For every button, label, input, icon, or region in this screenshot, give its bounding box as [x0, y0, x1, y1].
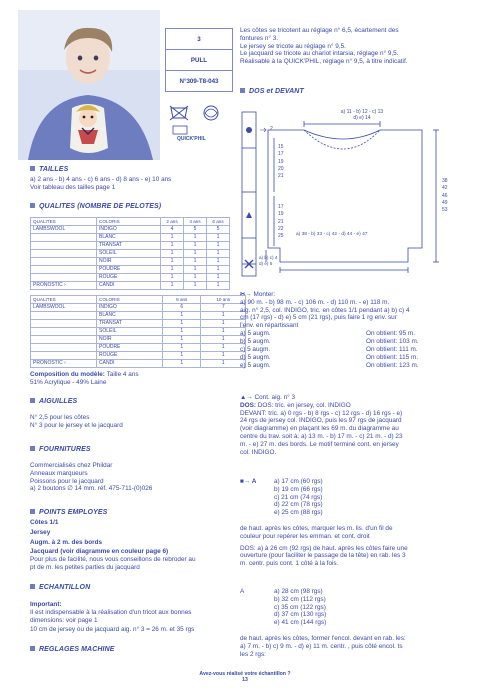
- table-cell: 1: [207, 250, 230, 258]
- stitch-total: On obtient: 115 m.: [366, 354, 419, 362]
- points-jacquard-text: Pour plus de facilité, nous vous conseillons de rebroder au: [30, 556, 196, 564]
- square-bullet-icon: [30, 446, 35, 451]
- table-cell: CANDI: [97, 360, 163, 368]
- montage-line: cm (17 rgs) - d) e) 5 cm (21 rgs), puis faire 1 rg env. sur: [240, 314, 397, 322]
- schematic-diagram: [240, 100, 476, 286]
- dos-devant-heading: DOS et DEVANT: [240, 88, 304, 97]
- echantillon-important: Important:: [30, 601, 62, 608]
- table-header-row: [31, 296, 246, 304]
- intro-line: Le jersey se tricote au réglage n° 9,5.: [240, 42, 346, 50]
- points-cotes: Côtes 1/1: [30, 519, 59, 526]
- table-cell: PRONOSTIC ›: [31, 360, 97, 368]
- scissors-icon: ✂→: [240, 291, 254, 298]
- section-a-dos: DOS: a) à 26 cm (92 rgs) de haut. après les côtes faire une: [240, 544, 408, 552]
- montage-line: a) 90 m. - b) 98 m. - c) 106 m. - d) 110 m. - e) 118 m.: [240, 298, 390, 306]
- points-jacquard-text: pt de m. les petites parties du jacquard: [30, 564, 140, 572]
- table-cell: 1: [161, 250, 184, 258]
- table-cell: 1: [201, 328, 246, 336]
- cont-devant: 24 rgs de jersey col. INDIGO, puis les 97 rgs de jacquard: [240, 417, 402, 425]
- table-cell: 1: [163, 352, 201, 360]
- table-header-cell: QUALITES: [31, 218, 97, 226]
- table-cell: 1: [207, 234, 230, 242]
- increase-count: c) 5 augm.: [240, 346, 271, 354]
- aiguilles-line: N° 3 pour le jersey et le jacquard: [30, 421, 123, 429]
- table-cell: 1: [201, 344, 246, 352]
- table-header-cell: COLORIS: [97, 296, 163, 304]
- echantillon-body: [30, 601, 194, 634]
- fournitures-line: Commercialisés chez Phildar: [30, 462, 113, 469]
- diagram-mark: 2: [270, 126, 273, 132]
- square-bullet-icon: [30, 203, 35, 208]
- child-photo: [18, 10, 160, 160]
- table-cell: NOIR: [97, 258, 161, 266]
- intro-line: Le jacquard se tricote au chariot intarsia, réglage n° 9,5.: [240, 50, 399, 58]
- section-a2-row: a) 28 cm (98 rgs): [274, 588, 323, 595]
- section-a-rows: [274, 478, 323, 517]
- table-cell: [31, 336, 97, 344]
- table-row: [31, 242, 230, 250]
- diagram-value: 21: [278, 173, 284, 180]
- diagram-value: 53: [442, 207, 448, 214]
- table-row: [31, 274, 230, 282]
- table-cell: BLANC: [97, 234, 161, 242]
- table-row: [31, 266, 230, 274]
- table-cell: SOLEIL: [97, 250, 161, 258]
- table-row: [31, 328, 246, 336]
- qualites-heading: QUALITES (NOMBRE DE PELOTES): [30, 203, 161, 212]
- square-bullet-icon: [30, 509, 35, 514]
- increase-count: d) 5 augm.: [240, 354, 271, 362]
- reglages-heading: REGLAGES MACHINE: [30, 646, 115, 655]
- diagram-right-values: [442, 178, 448, 214]
- pattern-type: PULL: [166, 50, 232, 71]
- square-bullet-icon: [240, 88, 245, 93]
- stitch-total: On obtient: 123 m.: [366, 362, 419, 370]
- table-cell: 1: [163, 328, 201, 336]
- increase-row: [240, 362, 472, 370]
- table-cell: SOLEIL: [97, 328, 163, 336]
- points-jacquard: Jacquard (voir diagramme en couleur page 6): [30, 548, 169, 556]
- table-cell: POUDRE: [97, 266, 161, 274]
- table-cell: BLANC: [97, 312, 163, 320]
- table-cell: 1: [161, 258, 184, 266]
- echantillon-text: dimensions: voir page 1: [30, 616, 98, 624]
- fournitures-line: Anneaux marqueurs: [30, 469, 88, 477]
- diagram-top-label: a) 11 - b) 12 - c) 13 d) e) 14: [340, 109, 384, 122]
- section-a2-row: b) 32 cm (112 rgs): [274, 595, 326, 603]
- section-a-row: c) 21 cm (74 rgs): [274, 493, 323, 501]
- increase-row: [240, 330, 472, 338]
- fournitures-line: a) 2 boutons ∅ 14 mm. réf. 475-711-(0)026: [30, 485, 153, 493]
- echantillon-gauge: 10 cm de jersey ou de jacquard aig. n° 3 = 26 m. et 35 rgs: [30, 626, 195, 634]
- pattern-reference: N°309-T8-043: [179, 78, 219, 85]
- table-cell: 1: [201, 360, 246, 368]
- section-a2-text: de haut. après les côtes, former l'encol. devant en rab. les:: [240, 635, 406, 642]
- table-header-cell: 10 ans: [201, 296, 246, 304]
- table-cell: 1: [161, 242, 184, 250]
- section-a-text: couleur pour repérer les emman. et cont. droit: [240, 532, 370, 540]
- composition-label: Composition du modèle:: [30, 371, 105, 378]
- points-augm: Augm. à 2 m. des bords: [30, 538, 103, 546]
- table-header-row: [31, 218, 230, 226]
- table-cell: PRONOSTIC ›: [31, 282, 97, 290]
- child-photo-illustration: [18, 10, 160, 160]
- table-cell: [31, 242, 97, 250]
- table-cell: [31, 320, 97, 328]
- table-cell: NOIR: [97, 336, 163, 344]
- footer-question: Avez-vous réalisé votre échantillon ?: [199, 671, 291, 677]
- table-cell: [31, 352, 97, 360]
- cont-devant: centre du trav. soit à: a) 13 m. - b) 17 m. - c) 21 m. - d) 23: [240, 433, 403, 441]
- section-a2: [240, 588, 472, 658]
- table-cell: 1: [161, 282, 184, 290]
- table-cell: 1: [201, 312, 246, 320]
- table-cell: 1: [184, 282, 207, 290]
- table-cell: [31, 266, 97, 274]
- composition-detail: 51% Acrylique - 49% Laine: [30, 378, 107, 386]
- table-cell: POUDRE: [97, 344, 163, 352]
- table-cell: 1: [207, 282, 230, 290]
- section-a-row: d) 22 cm (78 rgs): [274, 501, 323, 509]
- fournitures-line: Poissons pour le jacquard: [30, 477, 104, 485]
- table-cell: 1: [207, 274, 230, 282]
- yarn-table-2: [30, 295, 246, 368]
- increase-count: a) 5 augm.: [240, 330, 271, 338]
- tailles-body: [30, 176, 171, 192]
- aiguilles-line: N° 2,5 pour les côtes: [30, 414, 90, 421]
- table-cell: 1: [163, 320, 201, 328]
- diagram-value: 17: [278, 151, 284, 158]
- table-row: [31, 352, 246, 360]
- diagram-left-upper-values: [278, 144, 284, 180]
- table-header-cell: 6 ans: [207, 218, 230, 226]
- table-cell: 1: [161, 234, 184, 242]
- aiguilles-heading: AIGUILLES: [30, 398, 77, 407]
- table-cell: ROUGE: [97, 352, 163, 360]
- table-header-cell: QUALITES: [31, 296, 97, 304]
- stitch-total: On obtient: 103 m.: [366, 338, 419, 346]
- table-cell: 1: [207, 242, 230, 250]
- table-cell: 1: [184, 234, 207, 242]
- diagram-corner-label: a) b) c) 4 d) e) 5: [259, 255, 278, 266]
- table-row: [31, 226, 230, 234]
- table-cell: 1: [163, 344, 201, 352]
- table-cell: [31, 258, 97, 266]
- tailles-sizes: a) 2 ans - b) 4 ans - c) 6 ans - d) 8 ans - e) 10 ans: [30, 176, 172, 183]
- cont-title: Cont. aig. n° 3: [254, 394, 296, 401]
- quickphil-label: QUICK'PHIL: [177, 136, 206, 142]
- table-row: [31, 360, 246, 368]
- table-cell: CANDI: [97, 282, 161, 290]
- table-cell: 6: [163, 304, 201, 312]
- montage-line: l'env. en répartissant: [240, 322, 299, 330]
- composition: [30, 371, 139, 387]
- table-row: [31, 312, 246, 320]
- montage-line: aig. n° 2,5, col. INDIGO, tric. en côtes 1/1 pendant a) b) c) 4: [240, 306, 410, 314]
- section-a2-text: les 2 rgs:: [240, 650, 266, 658]
- table-header-cell: COLORIS: [97, 218, 161, 226]
- table-cell: 5: [207, 226, 230, 234]
- table-cell: 1: [184, 242, 207, 250]
- pattern-number: 3: [166, 29, 232, 50]
- table-row: [31, 234, 230, 242]
- diagram-value: 15: [278, 144, 284, 150]
- diagram-value: 49: [442, 199, 448, 206]
- square-bullet-icon: [30, 584, 35, 589]
- page-number: 13: [242, 677, 248, 684]
- table-row: [31, 258, 230, 266]
- table-cell: 1: [184, 250, 207, 258]
- table-row: [31, 250, 230, 258]
- diagram-left-lower-values: [278, 204, 284, 240]
- table-cell: TRANSAT: [97, 242, 161, 250]
- section-a-marker: ■→ A: [240, 478, 257, 485]
- points-jersey: Jersey: [30, 528, 51, 536]
- table-cell: [31, 344, 97, 352]
- table-cell: 7: [201, 304, 246, 312]
- footer: [0, 671, 490, 684]
- cont-dos: DOS: tric. en jersey, col. INDIGO: [257, 401, 351, 409]
- table-cell: [31, 274, 97, 282]
- table-cell: 1: [207, 266, 230, 274]
- section-a2-row: d) 37 cm (130 rgs): [274, 611, 327, 619]
- section-a-row: a) 17 cm (60 rgs): [274, 478, 323, 485]
- fournitures-body: [30, 462, 152, 493]
- table-cell: [31, 234, 97, 242]
- diagram-value: 21: [278, 218, 284, 225]
- table-cell: LAMBSWOOL: [31, 226, 97, 234]
- intro-line: Les côtes se tricotent au réglage n° 6,5, écartement des: [240, 27, 399, 34]
- points-body: [30, 519, 196, 572]
- table-row: [31, 344, 246, 352]
- table-cell: 1: [184, 274, 207, 282]
- increase-count: b) 5 augm.: [240, 338, 271, 346]
- increase-count: e) 5 augm.: [240, 362, 271, 370]
- table-cell: 1: [163, 336, 201, 344]
- montage-title: Monter:: [253, 291, 276, 298]
- composition-size: Taille 4 ans: [104, 371, 139, 378]
- intro-line: fontures n° 3.: [240, 34, 279, 42]
- diagram-value: 19: [278, 158, 284, 165]
- points-heading: POINTS EMPLOYES: [30, 509, 107, 518]
- table-row: [31, 282, 230, 290]
- section-a2-rows: [274, 588, 326, 627]
- care-icons: [165, 100, 233, 140]
- yarn-table-1: [30, 217, 230, 290]
- table-cell: 1: [163, 360, 201, 368]
- section-a2-row: c) 35 cm (122 rgs): [274, 603, 326, 611]
- section-a-dos: ouverture (pour faciliter le passage de la tête) en rab. les 3: [240, 552, 406, 560]
- table-cell: 1: [161, 266, 184, 274]
- table-header-cell: 4 ans: [184, 218, 207, 226]
- table-cell: 1: [201, 336, 246, 344]
- diagram-value: 19: [278, 211, 284, 218]
- table-cell: ROUGE: [97, 274, 161, 282]
- diagram-value: 46: [442, 192, 448, 199]
- square-bullet-icon: [30, 166, 35, 171]
- montage-section: [240, 291, 472, 370]
- triangle-icon: ▲→: [240, 394, 255, 401]
- diagram-bottom-label: a) 38 - b) 33 - c) 42 - d) 44 - e) 47: [296, 232, 368, 237]
- table-cell: 1: [163, 312, 201, 320]
- table-cell: INDIGO: [97, 226, 161, 234]
- section-a-text: de haut. après les côtes, marquer les m. lis. d'un fil de: [240, 525, 393, 532]
- table-row: [31, 320, 246, 328]
- table-cell: 1: [207, 258, 230, 266]
- cont-devant: m. - e) 27 m. des bords. Le motif terminé cont. en jersey: [240, 440, 399, 448]
- cont-devant: DEVANT: tric. a) 0 rgs - b) 8 rgs - c) 12 rgs - d) 16 rgs - e): [240, 409, 403, 417]
- table-header-cell: 2 ans: [161, 218, 184, 226]
- diagram-value: 20: [278, 165, 284, 172]
- stitch-total: On obtient: 95 m.: [366, 330, 416, 338]
- section-a-row: b) 19 cm (66 rgs): [274, 485, 323, 493]
- section-a-row: e) 25 cm (88 rgs): [274, 509, 323, 517]
- table-row: [31, 336, 246, 344]
- cont-section: ▲→ Cont. aig. n° 3 DOS: DOS: tric. en jersey, col. INDIGO DEVANT: tric. a) 0 rgs - b) 8 rgs - c) 12 rgs - d) 16 rgs - e) 24 rgs de jersey col. INDIGO, puis les 97 rgs de jacquard (voir diagramme) en plaçant les 69 m. du diagramme au centre du trav. soit à: a) 13 m. - b) 17 m. - c) 21 m. - d) 23 m. - e) 27 m. des bords. Le motif terminé cont. en jersey col. INDIGO.: [240, 394, 472, 457]
- stitch-total: On obtient: 111 m.: [366, 346, 418, 354]
- section-a: [240, 478, 472, 568]
- table-cell: [31, 312, 97, 320]
- cont-devant: (voir diagramme) en plaçant les 69 m. du diagramme au: [240, 425, 399, 433]
- section-a-dos: m. centr. puis cont. 1 côté à la fois.: [240, 560, 339, 568]
- echantillon-text: Il est indispensable à la réalisation d'un tricot aux bonnes: [30, 608, 192, 616]
- table-cell: 1: [184, 258, 207, 266]
- table-cell: [31, 328, 97, 336]
- table-cell: 1: [201, 352, 246, 360]
- table-cell: 5: [184, 226, 207, 234]
- table-cell: 1: [184, 266, 207, 274]
- fournitures-heading: FOURNITURES: [30, 446, 91, 455]
- square-bullet-icon: [30, 398, 35, 403]
- table-cell: 1: [161, 274, 184, 282]
- table-header-cell: 8 ans: [163, 296, 201, 304]
- section-a2-marker: A: [240, 588, 245, 595]
- section-a2-text: a) 7 m. - b) c) 9 m. - d) e) 11 m. centr. , puis côté encol. ts: [240, 642, 403, 650]
- diagram-value: 22: [278, 225, 284, 232]
- table-cell: [31, 250, 97, 258]
- table-cell: TRANSAT: [97, 320, 163, 328]
- cont-devant: col. INDIGO.: [240, 448, 277, 456]
- echantillon-heading: ECHANTILLON: [30, 584, 90, 593]
- intro-line: Réalisable à la QUICK'PHIL, réglage n° 9,5, à titre indicatif.: [240, 58, 408, 66]
- tailles-ref: Voir tableau des tailles page 1: [30, 183, 116, 191]
- increase-rows: [240, 330, 472, 370]
- table-cell: INDIGO: [97, 304, 163, 312]
- care-symbols: [165, 100, 233, 148]
- increase-row: [240, 354, 472, 362]
- increase-row: [240, 338, 472, 346]
- square-bullet-icon: [30, 646, 35, 651]
- machine-settings-intro: [240, 27, 472, 66]
- increase-row: [240, 346, 472, 354]
- tailles-heading: TAILLES: [30, 166, 68, 175]
- diagram-value: 38: [442, 178, 448, 184]
- diagram-value: 42: [442, 185, 448, 192]
- aiguilles-body: [30, 414, 123, 430]
- diagram-value: 25: [278, 233, 284, 240]
- section-a2-row: e) 41 cm (144 rgs): [274, 619, 327, 627]
- table-cell: LAMBSWOOL: [31, 304, 97, 312]
- pattern-info-box: [165, 28, 233, 92]
- diagram-value: 17: [278, 204, 284, 210]
- table-cell: 1: [201, 320, 246, 328]
- table-row: [31, 304, 246, 312]
- table-cell: 4: [161, 226, 184, 234]
